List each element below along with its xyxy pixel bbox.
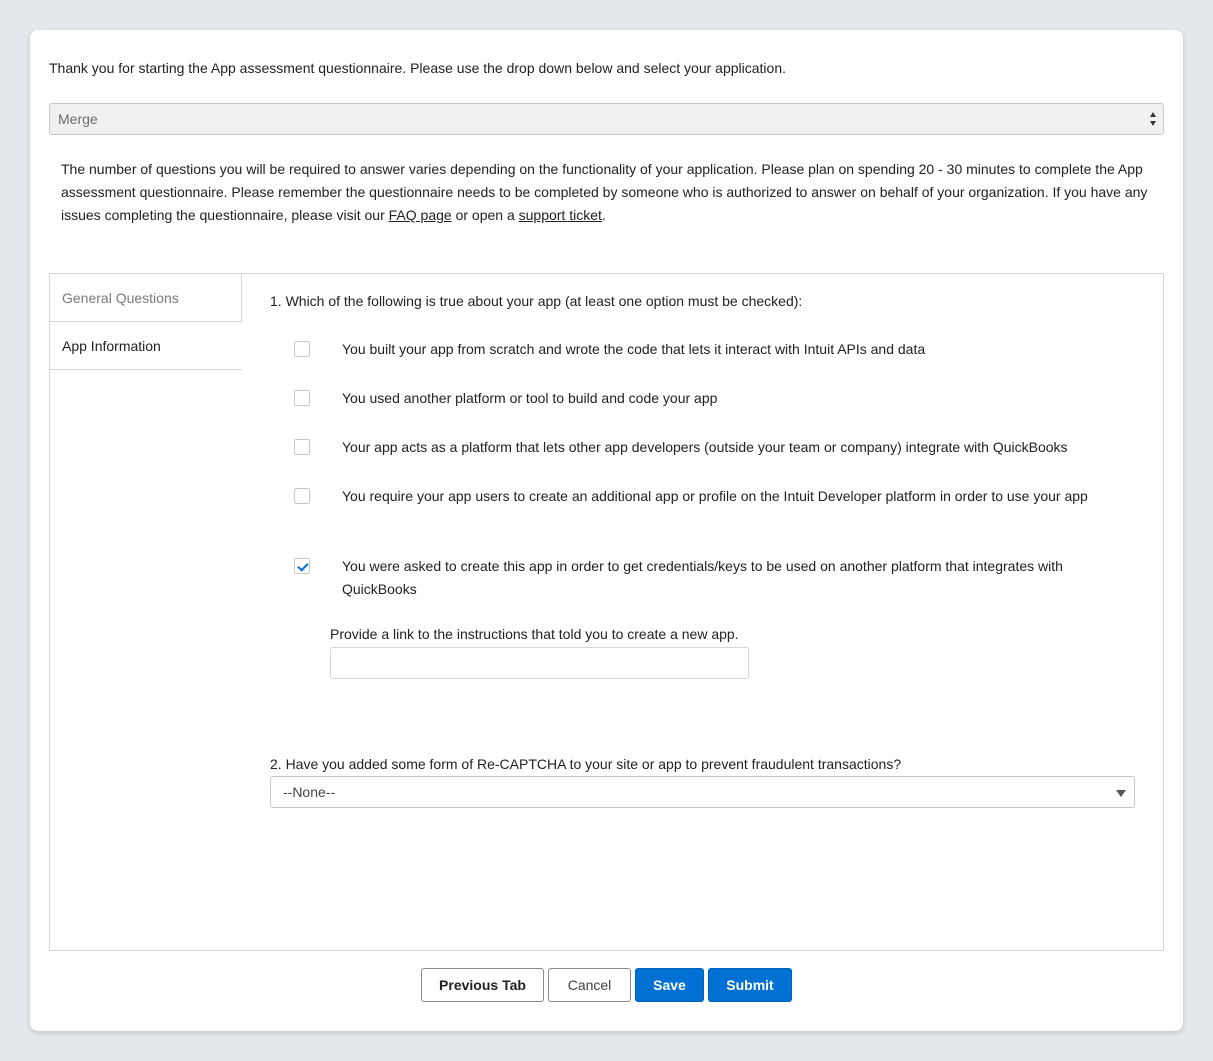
chevron-down-icon (1116, 790, 1126, 797)
previous-tab-button[interactable]: Previous Tab (421, 968, 544, 1002)
select-arrows-icon (1149, 110, 1157, 128)
faq-link[interactable]: FAQ page (388, 207, 452, 223)
checkbox[interactable] (294, 488, 310, 504)
save-button[interactable]: Save (635, 968, 704, 1002)
questionnaire-panel (49, 273, 1164, 951)
question-1-option[interactable] (294, 555, 1102, 601)
tab-list (50, 274, 242, 370)
checkbox[interactable] (294, 390, 310, 406)
intro-text: Thank you for starting the App assessment questionnaire. Please use the drop down below and select your application. (49, 60, 787, 76)
instructions-text-part: The number of questions you will be required to answer varies depending on the functionality of your application. Please plan on spending 20 - 30 minutes to complete the App assessment questionnaire. Please remember the questionnaire needs to be completed by someone who is authorized to answer on behalf of your organization. If you have any issues completing the questionnaire, please visit our (61, 161, 1148, 223)
recaptcha-select[interactable] (270, 776, 1135, 808)
checkbox[interactable] (294, 439, 310, 455)
instructions-link-label: Provide a link to the instructions that told you to create a new app. (330, 626, 739, 642)
option-label: You require your app users to create an additional app or profile on the Intuit Developer platform in order to use your app (342, 488, 1088, 504)
option-label: You built your app from scratch and wrote the code that lets it interact with Intuit APIs and data (342, 341, 926, 357)
question-1-option[interactable] (294, 436, 1102, 459)
question-1-option[interactable] (294, 485, 1102, 508)
tab-general-questions[interactable]: General Questions (50, 274, 242, 322)
tab-app-information[interactable]: App Information (50, 322, 242, 370)
instructions-link-input[interactable] (330, 647, 749, 679)
instructions-text-part: . (601, 207, 606, 223)
question-1-option[interactable] (294, 387, 1102, 410)
option-label: You used another platform or tool to build and code your app (342, 390, 718, 406)
option-label: You were asked to create this app in order to get credentials/keys to be used on another platform that integrates with QuickBooks (342, 558, 1063, 597)
checkbox-checked[interactable] (294, 558, 310, 574)
questionnaire-card (30, 30, 1183, 1031)
option-label: Your app acts as a platform that lets other app developers (outside your team or company) integrate with QuickBooks (342, 439, 1068, 455)
instructions-text (61, 158, 1156, 227)
cancel-button[interactable]: Cancel (548, 968, 631, 1002)
instructions-text-part: or open a (451, 207, 519, 223)
question-1-label: 1. Which of the following is true about your app (at least one option must be checked): (270, 293, 803, 309)
support-ticket-link[interactable]: support ticket (518, 207, 602, 223)
question-1-option[interactable] (294, 338, 1102, 361)
question-2-label: 2. Have you added some form of Re-CAPTCHA to your site or app to prevent fraudulent transactions? (270, 756, 902, 772)
checkbox[interactable] (294, 341, 310, 357)
action-buttons (421, 968, 792, 1002)
application-select[interactable] (49, 103, 1164, 135)
submit-button[interactable]: Submit (708, 968, 792, 1002)
application-select-value: Merge (58, 111, 98, 127)
recaptcha-select-value: --None-- (283, 784, 336, 800)
